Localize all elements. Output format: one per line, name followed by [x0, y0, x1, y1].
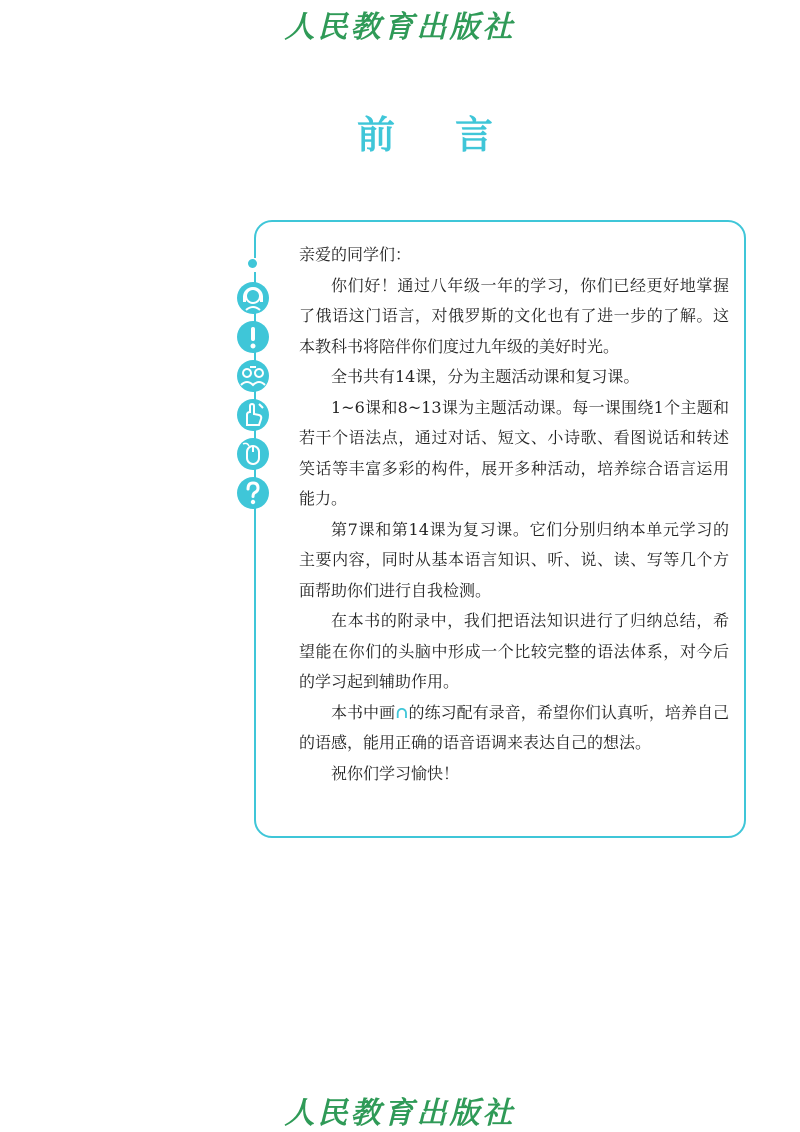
headphones-icon: ∩	[395, 702, 409, 722]
paragraph-6-end: 的练习配有录音，希望你们认真听，培养自己的语感，能用正确的语音语调来表达自己的想法。	[299, 702, 729, 752]
paragraph-6-start: 本书中画	[331, 702, 396, 722]
frame-dot	[248, 259, 257, 268]
activity-icon-column	[237, 282, 271, 516]
question-mark-icon	[237, 477, 269, 509]
paragraph-2: 全书共有14课，分为主题活动课和复习课。	[331, 367, 640, 386]
closing-wish: 祝你们学习愉快！	[331, 763, 460, 783]
paragraph-6	[299, 698, 729, 759]
writing-hand-icon	[237, 399, 269, 431]
listening-person-icon	[237, 282, 269, 314]
publisher-footer: 人民教育出版社	[284, 1096, 516, 1131]
page-title: 前言	[356, 113, 553, 157]
preface-body	[299, 240, 729, 789]
greeting: 亲爱的同学们：	[299, 245, 412, 264]
publisher-header: 人民教育出版社	[284, 10, 516, 45]
exclamation-icon	[237, 321, 269, 353]
paragraph-4: 第7课和第14课为复习课。它们分别归纳本单元学习的主要内容，同时从基本语言知识、听、说、读、写等几个方面帮助你们进行自我检测。	[299, 519, 729, 600]
paragraph-1: 你们好！通过八年级一年的学习，你们已经更好地掌握了俄语这门语言，对俄罗斯的文化也有了进一步的了解。这本教科书将陪伴你们度过九年级的美好时光。	[299, 275, 729, 356]
speaking-people-icon	[237, 360, 269, 392]
computer-mouse-icon	[237, 438, 269, 470]
paragraph-3: 1~6课和8~13课为主题活动课。每一课围绕1个主题和若干个语法点，通过对话、短文、小诗歌、看图说话和转述笑话等丰富多彩的构件，展开多种活动，培养综合语言运用能力。	[299, 397, 729, 508]
paragraph-5: 在本书的附录中，我们把语法知识进行了归纳总结，希望能在你们的头脑中形成一个比较完整的语法体系，对今后的学习起到辅助作用。	[299, 611, 729, 691]
